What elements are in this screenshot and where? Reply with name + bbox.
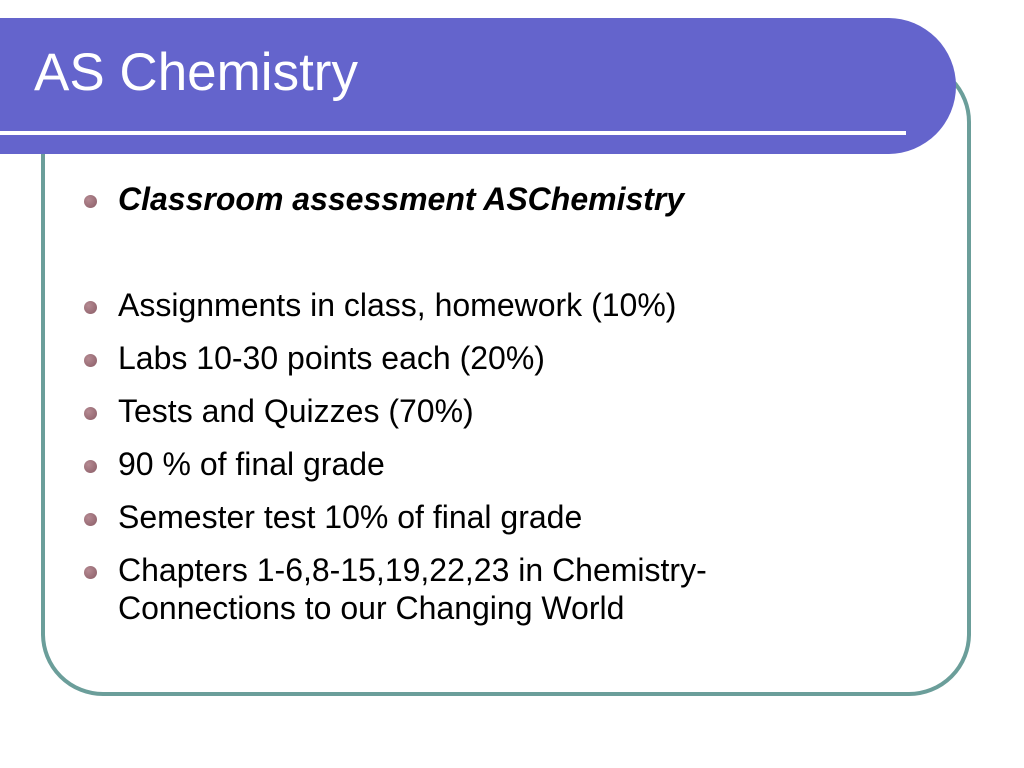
bullet-text: Tests and Quizzes (70%) — [118, 393, 474, 429]
bullet-item-labs — [82, 339, 882, 377]
bullet-dot-icon — [84, 354, 97, 367]
bullet-item-tests — [82, 392, 882, 430]
bullet-dot-icon — [84, 407, 97, 420]
bullet-list — [82, 180, 882, 642]
bullet-text: Assignments in class, homework (10%) — [118, 287, 677, 323]
title-underline — [0, 131, 906, 135]
bullet-text: Classroom assessment ASChemistry — [118, 181, 685, 217]
bullet-text: 90 % of final grade — [118, 446, 385, 482]
bullet-dot-icon — [84, 195, 97, 208]
bullet-dot-icon — [84, 301, 97, 314]
bullet-item-semester-test — [82, 498, 882, 536]
bullet-item-assessment — [82, 180, 882, 218]
bullet-item-chapters — [82, 551, 882, 627]
slide-title: AS Chemistry — [34, 43, 358, 102]
bullet-dot-icon — [84, 513, 97, 526]
bullet-text: Semester test 10% of final grade — [118, 499, 583, 535]
bullet-item-final-grade — [82, 445, 882, 483]
bullet-item-assignments — [82, 286, 882, 324]
bullet-text: Chapters 1-6,8-15,19,22,23 in Chemistry-Connections to our Changing World — [118, 552, 707, 626]
bullet-dot-icon — [84, 460, 97, 473]
bullet-text: Labs 10-30 points each (20%) — [118, 340, 545, 376]
bullet-dot-icon — [84, 566, 97, 579]
